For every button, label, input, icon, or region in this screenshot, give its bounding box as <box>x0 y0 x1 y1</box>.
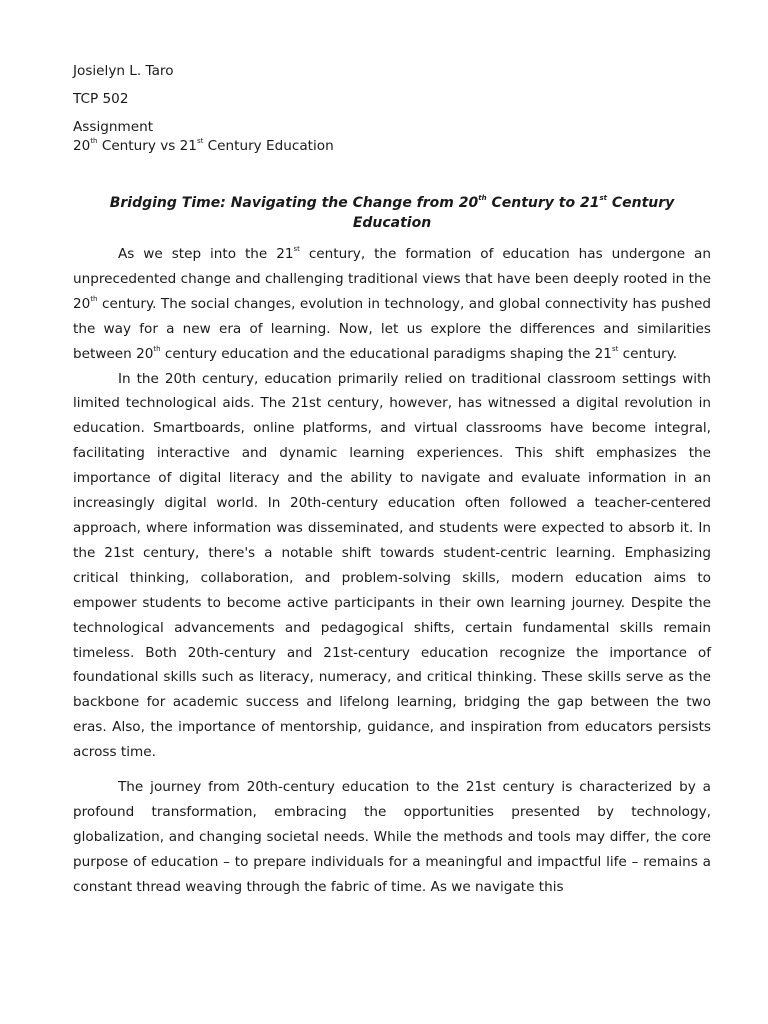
paragraph-body: In the 20th century, education primarily relied on traditional classroom settings with limited technological aids. The 21st century, however, has witnessed a digital revolution in education. Smartboards, online platforms, and virtual classrooms have become integral, facilitating interactive and dynamic learning experiences. This shift emphasizes the importance of digital literacy and the ability to navigate and evaluate information in an increasingly digital world. In 20th-century education often followed a teacher-centered approach, where information was disseminated, and students were expected to absorb it. In the 21st century, there's a notable shift towards student-centric learning. Emphasizing critical thinking, collaboration, and problem-solving skills, modern education aims to empower students to become active participants in their own learning journey. Despite the technological advancements and pedagogical shifts, certain fundamental skills remain timeless. Both 20th-century and 21st-century education recognize the importance of foundational skills such as literacy, numeracy, and critical thinking. These skills serve as the backbone for academic success and lifelong learning, bridging the gap between the two eras. Also, the importance of mentorship, guidance, and inspiration from educators persists across time. <box>73 370 711 761</box>
title-text-3: Century Education <box>352 195 675 231</box>
subtitle-text-1: 20 <box>73 138 91 154</box>
subtitle-superscript-2: st <box>196 137 204 146</box>
intro-superscript-4: st <box>611 345 619 354</box>
paragraph-intro <box>73 242 711 367</box>
document-page <box>73 62 711 900</box>
assignment-subtitle <box>73 137 711 156</box>
paragraph-conclusion: The journey from 20th-century education to the 21st century is characterized by a profound transformation, embracing the opportunities presented by technology, globalization, and changing societal needs. While the methods and tools may differ, the core purpose of education – to prepare individuals for a meaningful and impactful life – remains a constant thread weaving through the fabric of time. As we navigate this <box>73 779 711 895</box>
title-text-1: Bridging Time: Navigating the Change from 20 <box>109 195 479 211</box>
intro-text-3: century. The social changes, evolution in technology, and global connectivity has pushed the way for a new era of learning. Now, let us explore the differences and similarities between 20 <box>73 295 711 362</box>
title-text-2: Century to 21 <box>486 195 600 211</box>
subtitle-superscript-1: th <box>90 137 98 146</box>
subtitle-text-2: Century vs 21 <box>97 138 197 154</box>
intro-text-1: As we step into the 21 <box>118 246 294 262</box>
intro-superscript-2: th <box>90 295 98 304</box>
subtitle-text-3: Century Education <box>203 138 334 154</box>
course-code: TCP 502 <box>73 91 129 107</box>
assignment-label: Assignment <box>73 119 154 135</box>
intro-superscript-3: th <box>153 345 161 354</box>
title-superscript-1: th <box>478 194 487 203</box>
document-title <box>73 193 711 233</box>
intro-text-5: century. <box>618 345 678 362</box>
intro-text-4: century education and the educational paradigms shaping the 21 <box>160 345 612 362</box>
intro-text-2: century, the formation of education has undergone an unprecedented change and challenging traditional views that have been deeply rooted in the 20 <box>73 246 711 312</box>
author-name: Josielyn L. Taro <box>73 63 174 79</box>
intro-superscript-1: st <box>293 245 300 254</box>
title-superscript-2: st <box>599 194 607 203</box>
